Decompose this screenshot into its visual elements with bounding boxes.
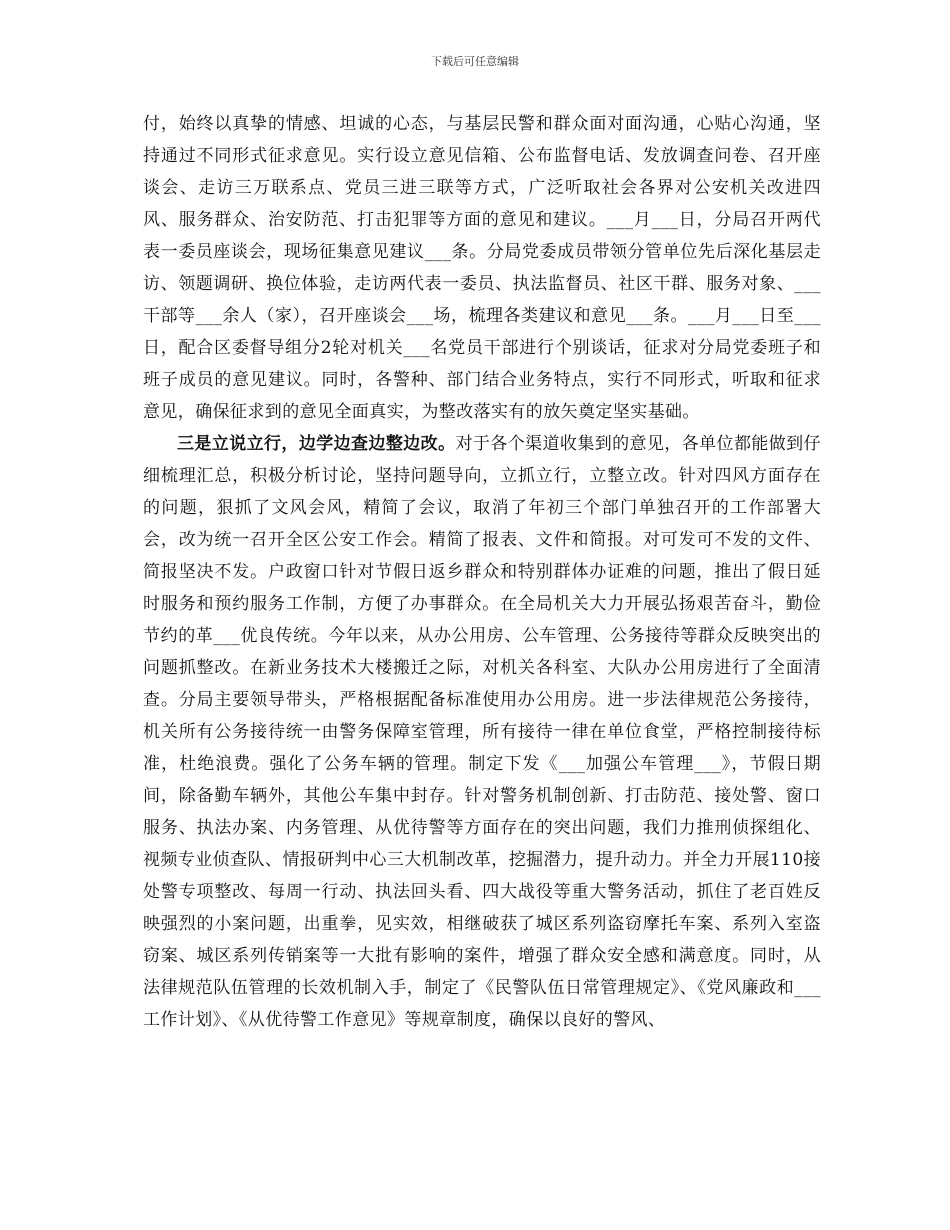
paragraph-1 xyxy=(143,108,821,428)
document-body xyxy=(143,108,821,1036)
paragraph-2-heading: 三是立说立行，边学边查边整边改。 xyxy=(177,434,456,454)
paragraph-2-text: 对于各个渠道收集到的意见，各单位都能做到仔细梳理汇总，积极分析讨论，坚持问题导向，立抓立行，立整立改。针对四风方面存在的问题，狠抓了文风会风，精简了会议，取消了年初三个部门单独召开的工作部署大会，改为统一召开全区公安工作会。精简了报表、文件和简报。对可发可不发的文件、简报坚决不发。户政窗口针对节假日返乡群众和特别群体办证难的问题，推出了假日延时服务和预约服务工作制，方便了办事群众。在全局机关大力开展弘扬艰苦奋斗，勤俭节约的革___优良传统。今年以来，从办公用房、公车管理、公务接待等群众反映突出的问题抓整改。在新业务技术大楼搬迁之际，对机关各科室、大队办公用房进行了全面清查。分局主要领导带头，严格根据配备标准使用办公用房。进一步法律规范公务接待，机关所有公务接待统一由警务保障室管理，所有接待一律在单位食堂，严格控制接待标准，杜绝浪费。强化了公务车辆的管理。制定下发《___加强公车管理___》，节假日期间，除备勤车辆外，其他公车集中封存。针对警务机制创新、打击防范、接处警、窗口服务、执法办案、内务管理、从优待警等方面存在的突出问题，我们力推刑侦探组化、视频专业侦查队、情报研判中心三大机制改革，挖掘潜力，提升动力。并全力开展110接处警专项整改、每周一行动、执法回头看、四大战役等重大警务活动，抓住了老百姓反映强烈的小案问题，出重拳，见实效，相继破获了城区系列盗窃摩托车案、系列入室盗窃案、城区系列传销案等一大批有影响的案件，增强了群众安全感和满意度。同时，从法律规范队伍管理的长效机制入手，制定了《民警队伍日常管理规定》、《党风廉政和___工作计划》、《从优待警工作意见》等规章制度，确保以良好的警风、 xyxy=(143,434,821,1030)
page-header: 下载后可任意编辑 xyxy=(431,55,519,68)
paragraph-2 xyxy=(143,428,821,1036)
paragraph-1-text: 付，始终以真挚的情感、坦诚的心态，与基层民警和群众面对面沟通，心贴心沟通，坚持通过不同形式征求意见。实行设立意见信箱、公布监督电话、发放调查问卷、召开座谈会、走访三万联系点、党员三进三联等方式，广泛听取社会各界对公安机关改进四风、服务群众、治安防范、打击犯罪等方面的意见和建议。___月___日，分局召开两代表一委员座谈会，现场征集意见建议___条。分局党委成员带领分管单位先后深化基层走访、领题调研、换位体验，走访两代表一委员、执法监督员、社区干群、服务对象、___干部等___余人（家），召开座谈会___场，梳理各类建议和意见___条。___月___日至___日，配合区委督导组分2轮对机关___名党员干部进行个别谈话，征求对分局党委班子和班子成员的意见建议。同时，各警种、部门结合业务特点，实行不同形式，听取和征求意见，确保征求到的意见全面真实，为整改落实有的放矢奠定坚实基础。 xyxy=(143,114,821,422)
